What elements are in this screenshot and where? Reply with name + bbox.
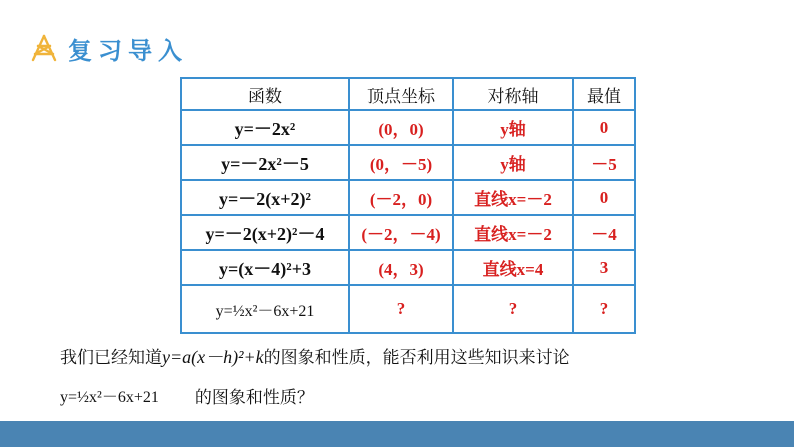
axis-cell: 直线x=－2 (453, 215, 573, 250)
extreme-cell: －5 (573, 145, 635, 180)
vertex-cell: (4，3) (349, 250, 453, 285)
axis-cell: ? (453, 285, 573, 333)
table-row (181, 145, 635, 180)
function-text: y=－2x²－5 (221, 153, 309, 174)
paragraph-line2-suffix: 的图象和性质？ (194, 388, 314, 408)
function-cell (181, 145, 349, 180)
table-row (181, 215, 635, 250)
axis-cell: y轴 (453, 110, 573, 145)
footer-bar (0, 421, 794, 447)
vertex-form-formula: y=a(x－h)²+k (162, 347, 264, 367)
header-extreme: 最值 (573, 78, 635, 110)
paragraph-suffix: 的图象和性质，能否利用这些知识来讨论 (263, 348, 570, 368)
table-row (181, 250, 635, 285)
extreme-cell: 0 (573, 180, 635, 215)
header-vertex: 顶点坐标 (349, 78, 453, 110)
question-line-1 (60, 344, 760, 371)
section-header (30, 30, 188, 66)
header-axis: 对称轴 (453, 78, 573, 110)
table-header-row (181, 78, 635, 110)
target-function-formula: y=½x²－6x+21 (60, 389, 159, 406)
pylon-icon (30, 34, 58, 62)
vertex-cell: (0，0) (349, 110, 453, 145)
axis-cell: 直线x=4 (453, 250, 573, 285)
vertex-cell: (0，－5) (349, 145, 453, 180)
axis-cell: y轴 (453, 145, 573, 180)
vertex-cell: ? (349, 285, 453, 333)
function-text: y=－2x² (234, 118, 296, 139)
extreme-cell: －4 (573, 215, 635, 250)
paragraph-prefix: 我们已经知道 (60, 348, 162, 368)
function-text: y=½x²－6x+21 (215, 302, 315, 320)
function-text: y=(x－4)²+3 (219, 258, 311, 279)
table-row (181, 110, 635, 145)
extreme-cell: ? (573, 285, 635, 333)
function-cell (181, 250, 349, 285)
function-cell (181, 215, 349, 250)
extreme-cell: 0 (573, 110, 635, 145)
question-line-2 (60, 383, 314, 408)
function-cell (181, 110, 349, 145)
vertex-cell: (－2，0) (349, 180, 453, 215)
extreme-cell: 3 (573, 250, 635, 285)
section-title: 复习导入 (68, 36, 188, 65)
function-cell (181, 285, 349, 333)
function-cell (181, 180, 349, 215)
table-row (181, 180, 635, 215)
quadratic-function-table (180, 77, 636, 334)
table-row (181, 285, 635, 333)
vertex-cell: (－2，－4) (349, 215, 453, 250)
function-text: y=－2(x+2)²－4 (205, 223, 325, 244)
function-text: y=－2(x+2)² (219, 188, 311, 209)
header-function: 函数 (181, 78, 349, 110)
axis-cell: 直线x=－2 (453, 180, 573, 215)
